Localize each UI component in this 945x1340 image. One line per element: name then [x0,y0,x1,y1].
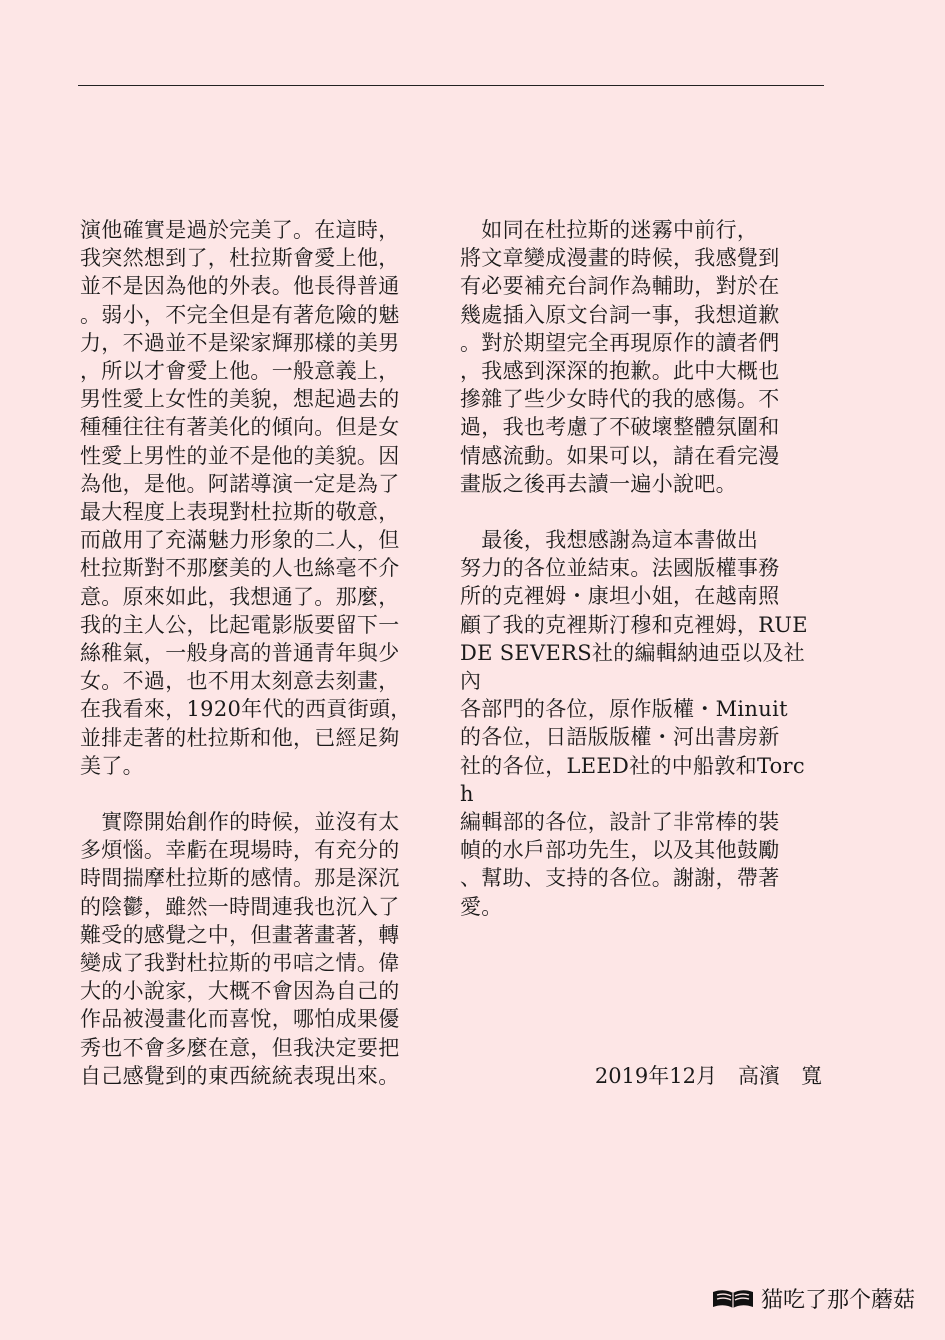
right-paragraph-1: 如同在杜拉斯的迷霧中前行， 將文章變成漫畫的時候，我感覺到 有必要補充台詞作為輔助，對於在 幾處插入原文台詞一事，我想道歉 。對於期望完全再現原作的讀者們 ，我感到深深的抱歉。此中大概也 摻雜了些少女時代的我的感傷。不 過，我也考慮了不破壞整體氛圍和 情感流動。如果可以，請在看完漫 畫版之後再去讀一遍小說吧。 [460,218,780,496]
open-book-icon [711,1287,755,1311]
watermark-text: 猫吃了那个蘑菇 [760,1288,915,1313]
right-column [460,216,812,921]
right-paragraph-2: 最後，我想感謝為這本書做出 努力的各位並結束。法國版權事務 所的克裡姆・康坦小姐，在越南照 顧了我的克裡斯汀穆和克裡姆，RUE DE SEVERS社的編輯納迪亞以及社內 各部門的各位，原作版權・Minuit 的各位，日語版版權・河出書房新 社的各位，LEED社的中船敦和Torch 編輯部的各位，設計了非常棒的裝 幀的水戶部功先生，以及其他鼓勵 、幫助、支持的各位。謝謝，帶著 愛。 [460,528,808,919]
watermark [711,1283,915,1314]
left-paragraph-2: 實際開始創作的時候，並沒有太 多煩惱。幸虧在現場時，有充分的 時間揣摩杜拉斯的感情。那是深沉 的陰鬱，雖然一時間連我也沉入了 難受的感覺之中，但畫著畫著，轉 變成了我對杜拉斯的弔唁之情。偉 大的小說家，大概不會因為自己的 作品被漫畫化而喜悅，哪怕成果優 秀也不會多麼在意，但我決定要把 自己感覺到的東西統統表現出來。 [80,810,400,1088]
signature-date-author: 2019年12月 高濱 寬 [594,1064,822,1088]
left-column [80,216,432,1090]
top-rule [78,85,824,86]
left-paragraph-1: 演他確實是過於完美了。在這時， 我突然想到了，杜拉斯會愛上他， 並不是因為他的外表。他長得普通 。弱小，不完全但是有著危險的魅 力，不過並不是梁家輝那樣的美男 ，所以才會愛上他。一般意義上， 男性愛上女性的美貌，想起過去的 種種往往有著美化的傾向。但是女 性愛上男性的並不是他的美貌。因 為他，是他。阿諾導演一定是為了 最大程度上表現對杜拉斯的敬意， 而啟用了充滿魅力形象的二人，但 杜拉斯對不那麼美的人也絲毫不介 意。原來如此，我想通了。那麼， 我的主人公，比起電影版要留下一 絲稚氣，一般身高的普通青年與少 女。不過，也不用太刻意去刻畫， 在我看來，1920年代的西貢街頭， 並排走著的杜拉斯和他，已經足夠 美了。 [80,218,412,778]
